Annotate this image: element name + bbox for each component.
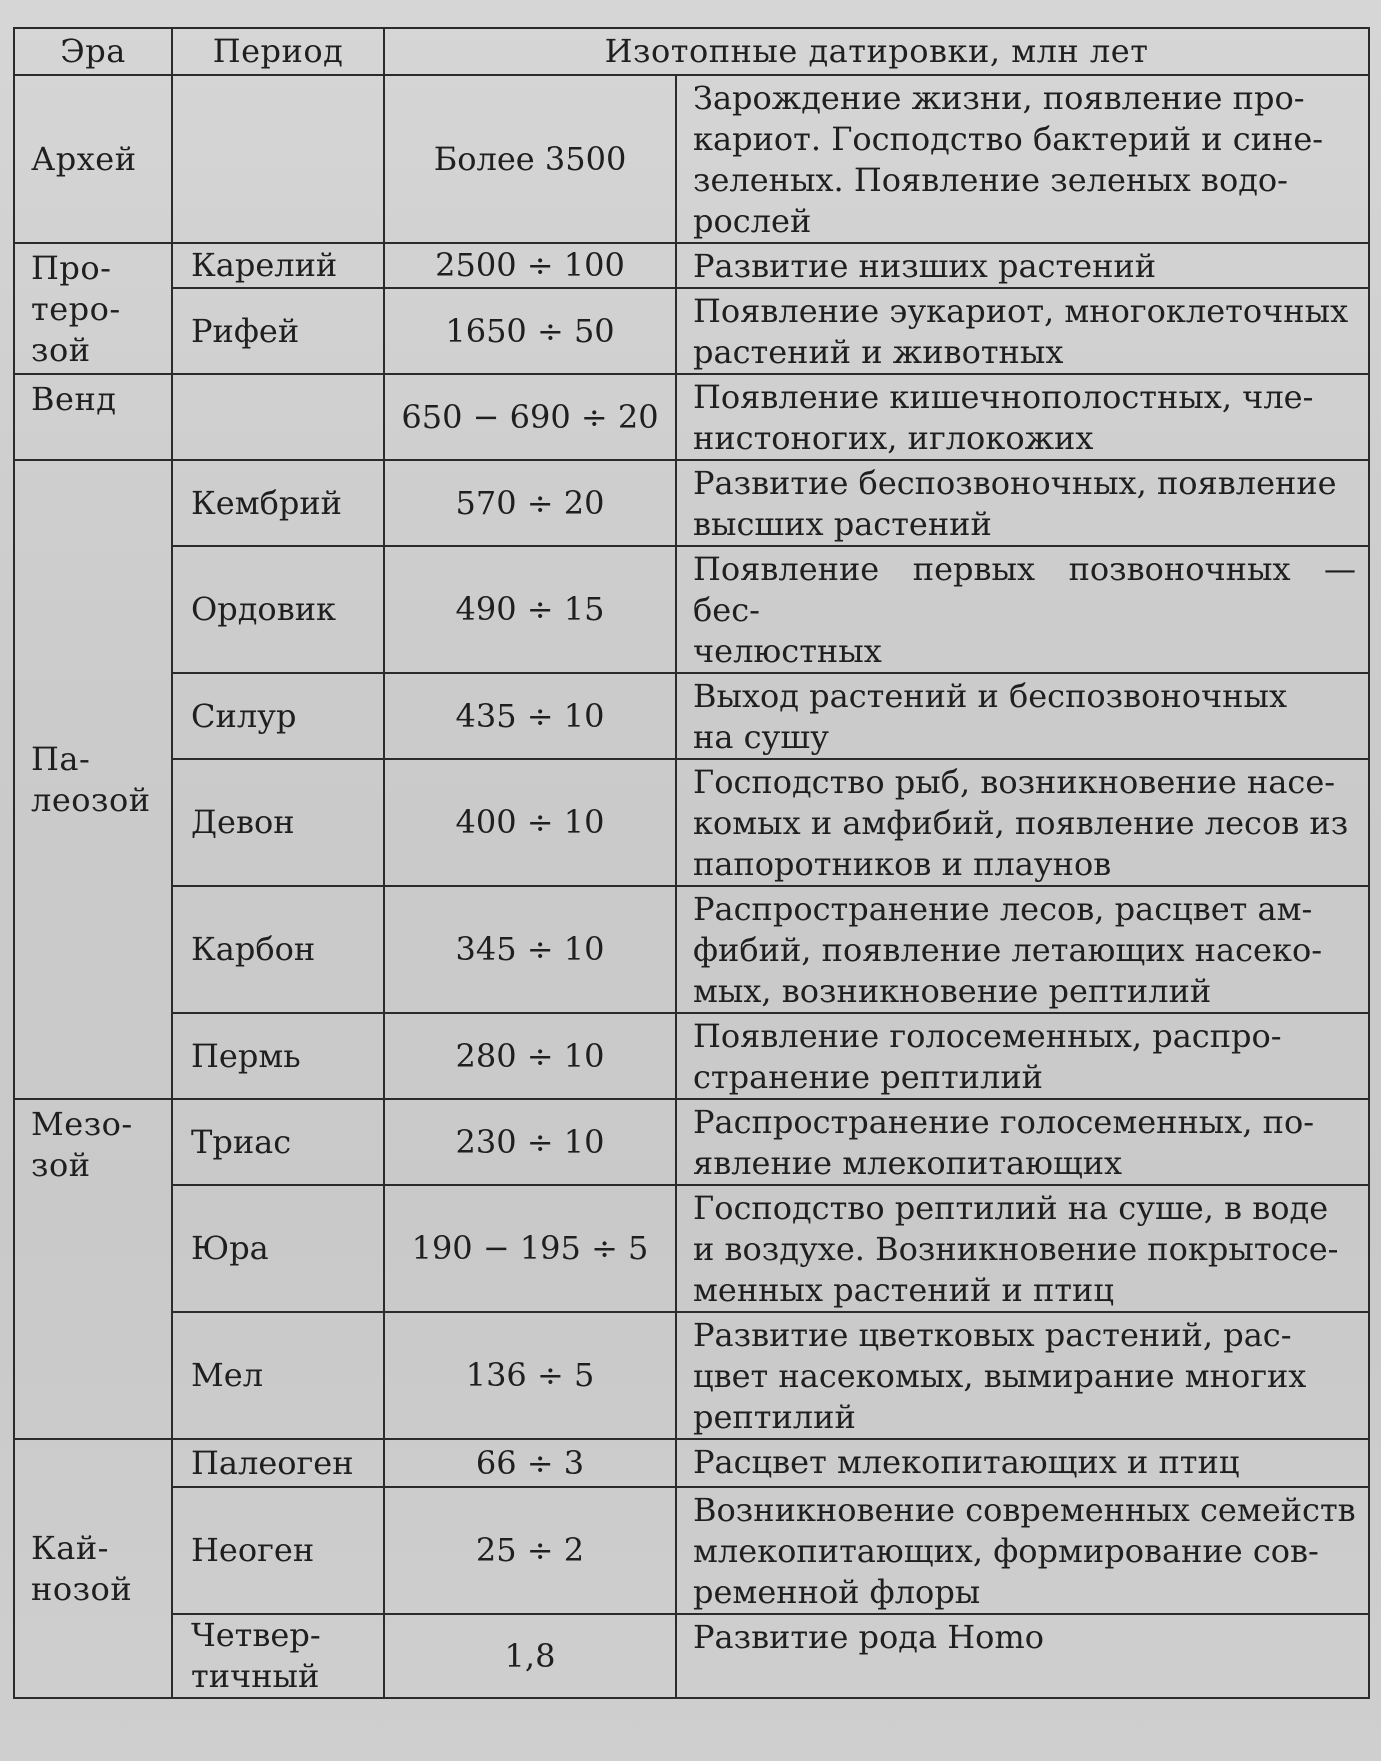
table-row [14,75,1369,243]
event-cell: Распространение голосеменных, по- явление млекопитающих [676,1099,1369,1185]
event-cell: Развитие беспозвоночных, появление высших растений [676,460,1369,546]
event-cell: Развитие цветковых растений, рас- цвет насекомых, вымирание многих рептилий [676,1312,1369,1439]
event-cell: Выход растений и беспозвоночных на сушу [676,673,1369,759]
date-cell: Более 3500 [384,75,676,243]
period-cell: Юра [172,1185,384,1312]
event-cell: Развитие рода Homo [676,1614,1369,1698]
date-cell: 136 ÷ 5 [384,1312,676,1439]
header-period: Период [172,28,384,75]
period-cell: Триас [172,1099,384,1185]
table-row [14,288,1369,374]
era-cell: Па- леозой [14,460,172,1099]
table-row [14,673,1369,759]
date-cell: 230 ÷ 10 [384,1099,676,1185]
table-row [14,1013,1369,1099]
period-cell: Рифей [172,288,384,374]
table-row [14,759,1369,886]
date-cell: 570 ÷ 20 [384,460,676,546]
table-row [14,1185,1369,1312]
period-cell: Кембрий [172,460,384,546]
period-cell: Карбон [172,886,384,1013]
period-cell: Четвер- тичный [172,1614,384,1698]
event-cell: Возникновение современных семейств млекопитающих, формирование сов- ременной флоры [676,1487,1369,1614]
event-cell: Господство рептилий на суше, в воде и воздухе. Возникновение покрытосе- менных растений и птиц [676,1185,1369,1312]
event-cell: Появление эукариот, многоклеточных растений и животных [676,288,1369,374]
date-cell: 1,8 [384,1614,676,1698]
era-cell: Кай- нозой [14,1439,172,1698]
era-cell: Про- теро- зой [14,243,172,374]
table-row [14,1439,1369,1487]
period-cell: Девон [172,759,384,886]
era-cell: Венд [14,374,172,460]
date-cell: 490 ÷ 15 [384,546,676,673]
period-cell [172,75,384,243]
period-cell: Неоген [172,1487,384,1614]
table-row [14,243,1369,288]
table-row [14,886,1369,1013]
header-row [14,28,1369,75]
table-row [14,1614,1369,1698]
date-cell: 400 ÷ 10 [384,759,676,886]
table-row [14,460,1369,546]
geologic-time-table [13,27,1370,1699]
date-cell: 650 − 690 ÷ 20 [384,374,676,460]
period-cell: Карелий [172,243,384,288]
event-cell: Господство рыб, возникновение насе- комых и амфибий, появление лесов из папоротников и плаунов [676,759,1369,886]
era-cell: Мезо- зой [14,1099,172,1439]
period-cell [172,374,384,460]
era-cell: Архей [14,75,172,243]
date-cell: 190 − 195 ÷ 5 [384,1185,676,1312]
date-cell: 280 ÷ 10 [384,1013,676,1099]
event-cell: Развитие низших растений [676,243,1369,288]
period-cell: Мел [172,1312,384,1439]
event-cell: Распространение лесов, расцвет ам- фибий, появление летающих насеко- мых, возникновение рептилий [676,886,1369,1013]
period-cell: Палеоген [172,1439,384,1487]
table-row [14,1312,1369,1439]
table-row [14,546,1369,673]
date-cell: 1650 ÷ 50 [384,288,676,374]
event-cell: Появление первых позвоночных — бес- челюстных [676,546,1369,673]
date-cell: 2500 ÷ 100 [384,243,676,288]
period-cell: Силур [172,673,384,759]
date-cell: 435 ÷ 10 [384,673,676,759]
table-row [14,374,1369,460]
event-cell: Расцвет млекопитающих и птиц [676,1439,1369,1487]
event-cell: Появление голосеменных, распро- странение рептилий [676,1013,1369,1099]
event-cell: Зарождение жизни, появление про- кариот. Господство бактерий и сине- зеленых. Появление зеленых водо- рослей [676,75,1369,243]
table-row [14,1487,1369,1614]
date-cell: 25 ÷ 2 [384,1487,676,1614]
period-cell: Ордовик [172,546,384,673]
date-cell: 66 ÷ 3 [384,1439,676,1487]
header-dating: Изотопные датировки, млн лет [384,28,1369,75]
header-era: Эра [14,28,172,75]
period-cell: Пермь [172,1013,384,1099]
table-row [14,1099,1369,1185]
event-cell: Появление кишечнополостных, чле- нистоногих, иглокожих [676,374,1369,460]
date-cell: 345 ÷ 10 [384,886,676,1013]
